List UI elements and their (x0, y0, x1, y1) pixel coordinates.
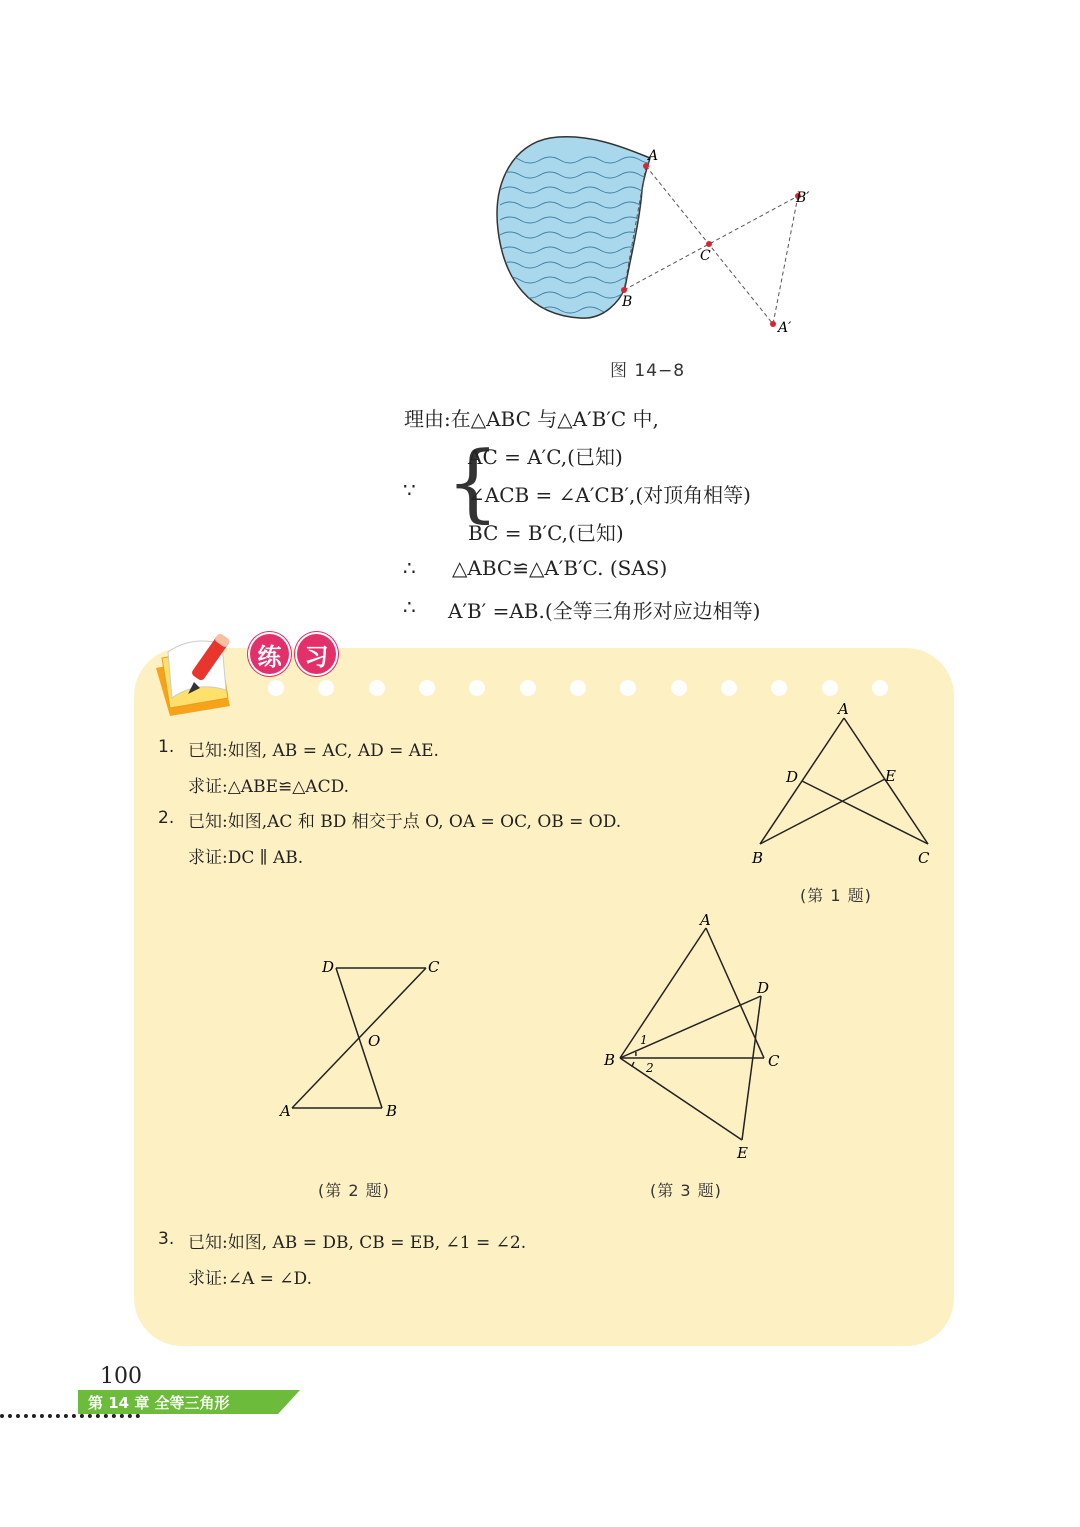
condition-2: ∠ACB = ∠A′CB′,(对顶角相等) (468, 483, 751, 507)
figure-14-8 (480, 130, 840, 350)
fig2-label-d: D (322, 958, 335, 976)
practice-title (248, 632, 338, 674)
chapter-title: 第 14 章 全等三角形 (88, 1394, 230, 1412)
point-label-b-prime: B′ (796, 190, 810, 206)
fig2-label-o: O (368, 1032, 381, 1050)
conclusion-1: △ABC≌△A′B′C. (SAS) (452, 556, 668, 580)
fig1-label-b: B (752, 849, 764, 867)
proof-intro: 理由:在△ABC 与△A′B′C 中, (404, 407, 659, 431)
question-1-number: 1. (158, 737, 175, 757)
point-label-c: C (700, 248, 711, 264)
practice-title-char-1: 练 (248, 632, 291, 676)
question-3-prove: 求证:∠A = ∠D. (188, 1269, 312, 1289)
fig2-label-a: A (280, 1102, 291, 1120)
fig2-label-b: B (386, 1102, 398, 1120)
page-number: 100 (100, 1364, 142, 1389)
because-symbol: ∵ (403, 478, 416, 502)
question-2-prove: 求证:DC ∥ AB. (188, 848, 304, 868)
fig3-label-c: C (768, 1052, 780, 1070)
fig3-label-angle-1: 1 (640, 1033, 648, 1047)
therefore-symbol-2: ∴ (403, 595, 416, 619)
figure-question-1-caption: (第 1 题) (800, 886, 872, 905)
fig1-label-a: A (838, 700, 849, 718)
figure-question-1 (740, 696, 940, 871)
fig3-label-a: A (700, 911, 711, 929)
figure-question-2 (270, 950, 450, 1125)
fig3-label-angle-2: 2 (646, 1061, 654, 1075)
conclusion-2: A′B′ =AB.(全等三角形对应边相等) (448, 599, 761, 623)
fig1-label-d: D (786, 768, 799, 786)
question-3-given: 已知:如图, AB = DB, CB = EB, ∠1 = ∠2. (188, 1233, 527, 1253)
figure-question-3-caption: (第 3 题) (650, 1181, 722, 1200)
fig3-label-e: E (737, 1144, 748, 1162)
brace: { (446, 433, 500, 531)
question-2-number: 2. (158, 808, 175, 828)
pond-shape (497, 137, 650, 318)
practice-notepad-icon (148, 628, 258, 718)
question-2-given: 已知:如图,AC 和 BD 相交于点 O, OA = OC, OB = OD. (188, 812, 622, 832)
fig3-label-b: B (604, 1051, 616, 1069)
question-3-number: 3. (158, 1229, 175, 1249)
question-1-given: 已知:如图, AB = AC, AD = AE. (188, 741, 439, 761)
condition-3: BC = B′C,(已知) (468, 521, 624, 545)
condition-1: AC = A′C,(已知) (468, 445, 623, 469)
fig3-label-d: D (757, 979, 770, 997)
fig1-label-c: C (918, 849, 930, 867)
figure-question-3 (596, 906, 796, 1164)
point-label-b: B (622, 294, 633, 310)
figure-question-2-caption: (第 2 题) (318, 1181, 390, 1200)
point-label-a-prime: A′ (778, 320, 792, 336)
fig2-label-c: C (428, 958, 440, 976)
footer-dotted-line (0, 1414, 140, 1426)
figure-caption-14-8: 图 14−8 (610, 361, 686, 381)
therefore-symbol-1: ∴ (403, 556, 416, 580)
fig1-label-e: E (885, 767, 896, 785)
practice-title-char-2: 习 (295, 632, 338, 676)
question-1-prove: 求证:△ABE≌△ACD. (188, 777, 350, 797)
point-label-a: A (648, 148, 659, 164)
